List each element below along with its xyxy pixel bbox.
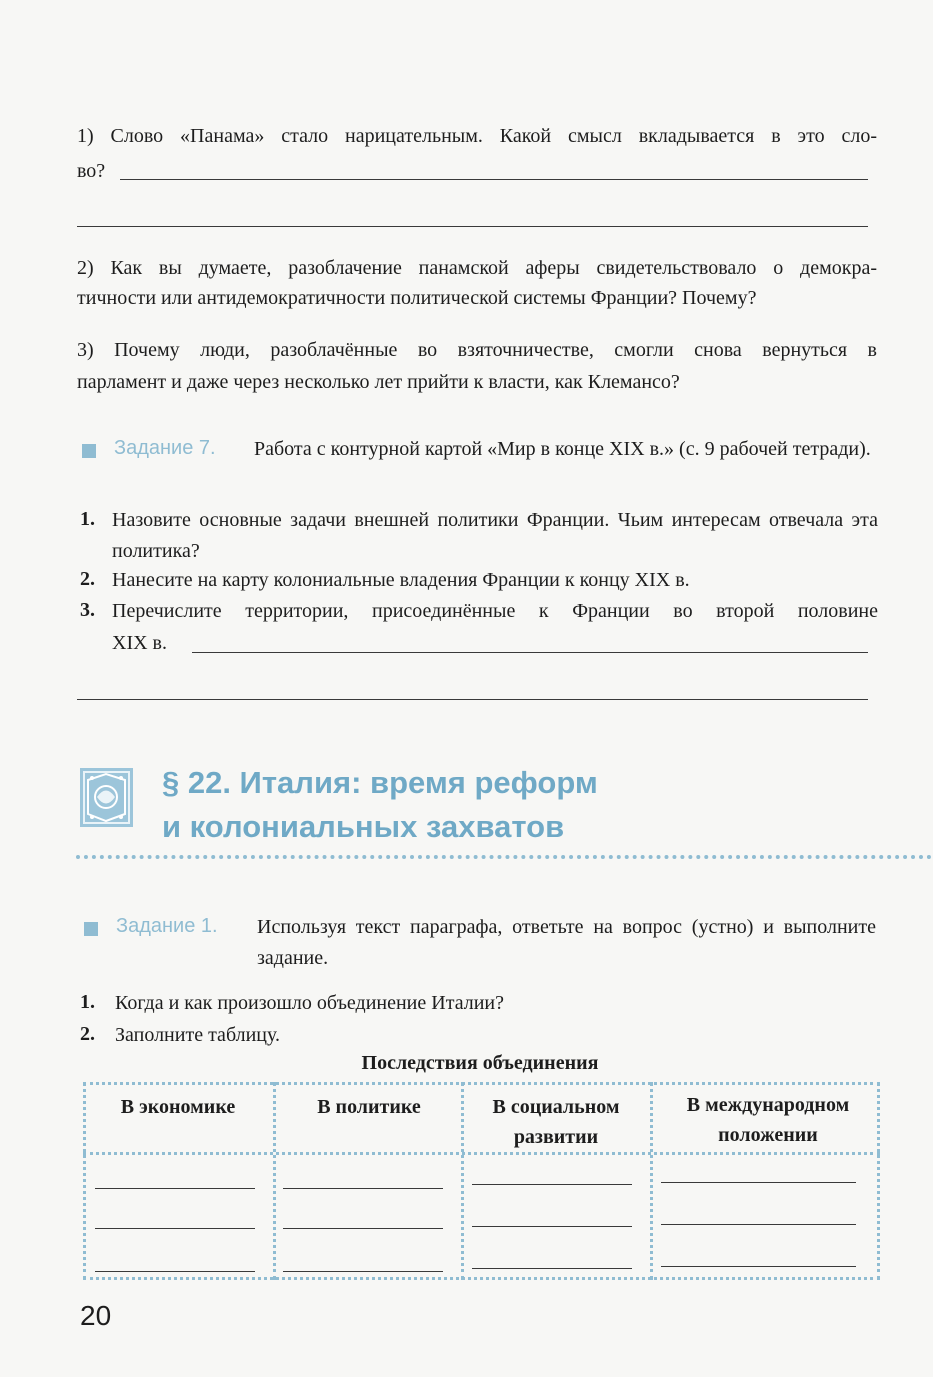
table-border-left <box>83 1082 86 1280</box>
task-7-item-1-text: Назовите основные задачи внешней политики Франции. Чьим интересам отвечала эта политика? <box>112 509 878 562</box>
answer-line[interactable] <box>77 226 868 227</box>
table-answer-line[interactable] <box>95 1271 255 1272</box>
page-number: 20 <box>80 1300 112 1331</box>
table-column-divider <box>461 1082 464 1280</box>
table-header-divider <box>83 1152 880 1155</box>
section-dotted-divider <box>76 855 932 859</box>
task-bullet-square <box>82 444 96 458</box>
answer-line[interactable] <box>120 179 868 180</box>
table-border-right <box>877 1082 880 1280</box>
task-7-item-2-number: 2. <box>80 568 95 590</box>
task-1-label: Задание 1. <box>116 915 218 937</box>
table-answer-line[interactable] <box>661 1266 856 1267</box>
task-1-text: Используя текст параграфа, ответьте на вопрос (устно) и выполните задание. <box>257 916 876 969</box>
table-header-economy: В экономике <box>120 1096 236 1118</box>
table-answer-line[interactable] <box>661 1224 856 1225</box>
task-1-item-2-text: Заполните таблицу. <box>115 1024 280 1046</box>
table-answer-line[interactable] <box>472 1268 632 1269</box>
table-answer-line[interactable] <box>472 1184 632 1185</box>
table-answer-line[interactable] <box>283 1271 443 1272</box>
table-answer-line[interactable] <box>283 1228 443 1229</box>
task-1-item-2-number: 2. <box>80 1023 95 1045</box>
question-1-line-2: во? <box>77 160 106 182</box>
task-1-item-1-text: Когда и как произошло объединение Италии? <box>115 992 505 1014</box>
table-border-top <box>83 1082 880 1085</box>
consequences-table <box>83 1082 883 1282</box>
table-caption: Последствия объединения <box>361 1052 599 1074</box>
table-column-divider <box>650 1082 653 1280</box>
section-title-line-1: § 22. Италия: время реформ <box>162 765 598 800</box>
answer-line[interactable] <box>77 699 868 700</box>
task-7-item-1-number: 1. <box>80 508 95 530</box>
table-border-bottom <box>83 1277 880 1280</box>
table-answer-line[interactable] <box>95 1188 255 1189</box>
ornament-emblem-icon <box>80 768 133 827</box>
section-title-line-2: и колониальных захватов <box>162 809 565 844</box>
table-header-international: В международном положении <box>686 1094 850 1146</box>
task-7-label: Задание 7. <box>114 437 216 459</box>
table-column-divider <box>273 1082 276 1280</box>
table-answer-line[interactable] <box>472 1226 632 1227</box>
table-header-politics: В политике <box>317 1096 421 1118</box>
question-3-line-2: парламент и даже через несколько лет прийти к власти, как Клемансо? <box>77 371 680 393</box>
table-answer-line[interactable] <box>283 1188 443 1189</box>
table-answer-line[interactable] <box>95 1228 255 1229</box>
task-7-text: Работа с контурной картой «Мир в конце XIX в.» (с. 9 рабочей тетради). <box>254 438 871 460</box>
task-7-item-3-text: Перечислите территории, присоединённые к Франции во второй половине <box>112 600 878 622</box>
task-bullet-square <box>84 922 98 936</box>
table-answer-line[interactable] <box>661 1182 856 1183</box>
task-7-item-3-tail: XIX в. <box>112 632 167 654</box>
task-1-item-1-number: 1. <box>80 991 95 1013</box>
question-2-line-1: 2) Как вы думаете, разоблачение панамской аферы свидетельствовало о демокра- <box>77 257 877 279</box>
question-3-line-1: 3) Почему люди, разоблачённые во взяточничестве, смогли снова вернуться в <box>77 339 877 361</box>
answer-line[interactable] <box>192 652 868 653</box>
task-7-item-3-number: 3. <box>80 599 95 621</box>
table-header-social: В социальном развитии <box>492 1096 620 1148</box>
task-7-item-2-text: Нанесите на карту колониальные владения Франции к концу XIX в. <box>112 569 690 591</box>
question-1-line-1: 1) Слово «Панама» стало нарицательным. Какой смысл вкладывается в это сло- <box>77 125 877 147</box>
question-2-line-2: тичности или антидемократичности политической системы Франции? Почему? <box>77 287 757 309</box>
